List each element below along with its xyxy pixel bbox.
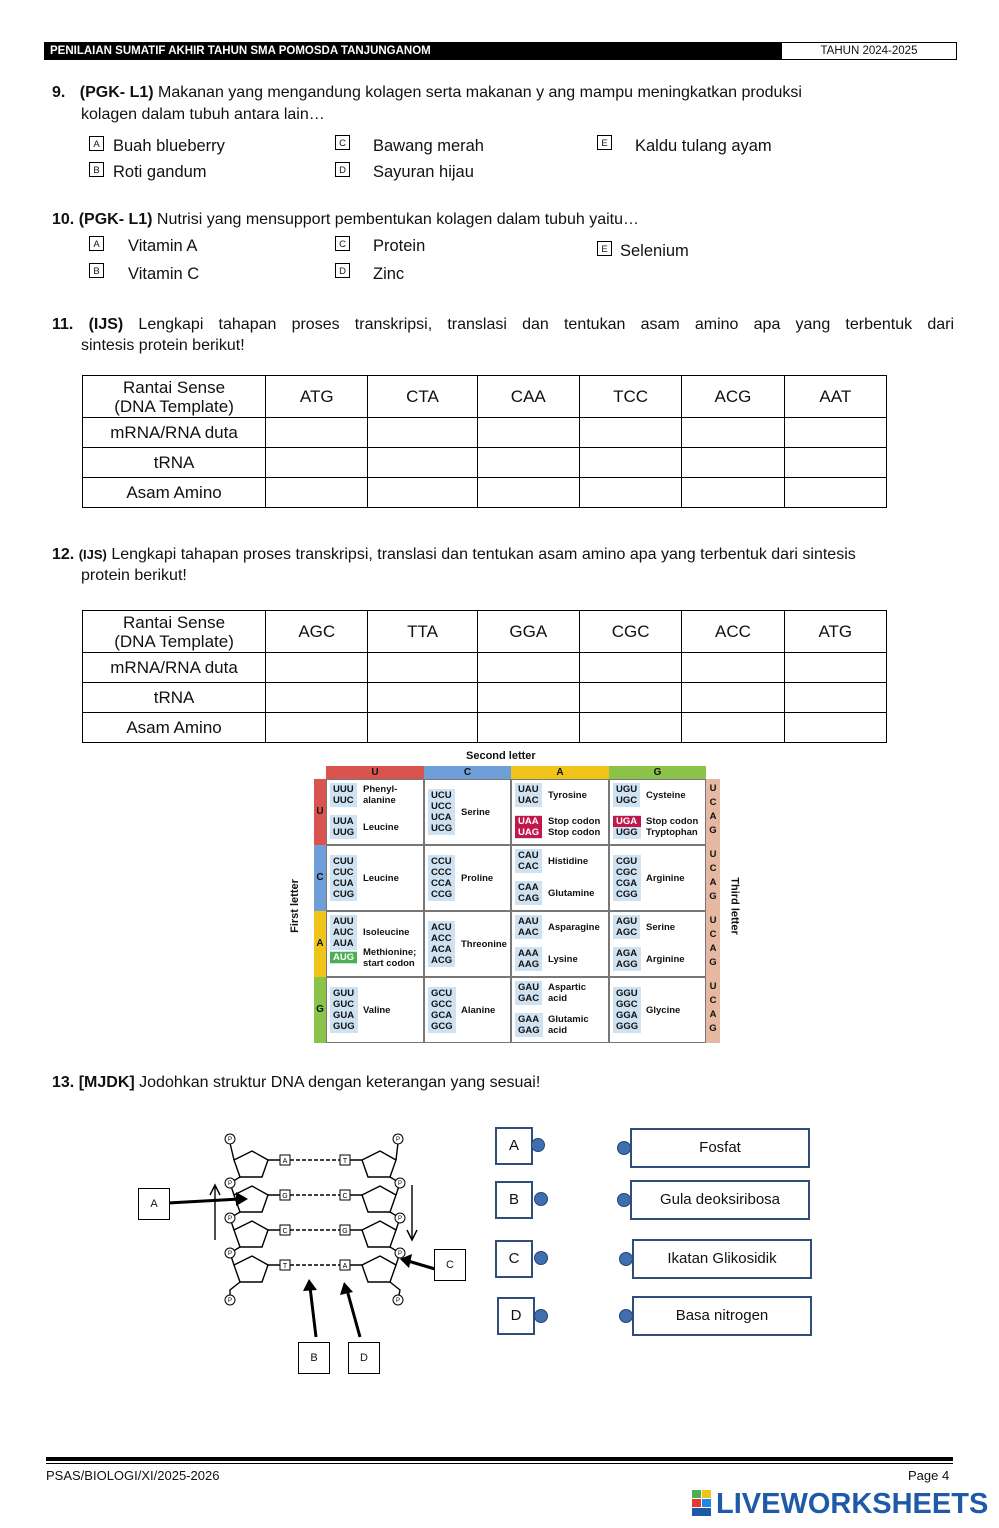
amino-acid: Serine (461, 806, 491, 818)
q11-label-template: (DNA Template) (114, 396, 234, 416)
codon: UAG (515, 827, 542, 838)
codon-third-letter: C (709, 863, 717, 874)
phosphate-label: P (397, 1181, 403, 1187)
q10-option-d: Zinc (373, 265, 405, 283)
sugar-pentagon (362, 1186, 396, 1212)
q12-trna-input[interactable] (368, 683, 477, 713)
codon-list (515, 915, 542, 939)
q12-trna-input[interactable] (266, 683, 368, 713)
codon: AAC (518, 927, 539, 938)
q13-text: Jodohkan struktur DNA dengan keterangan yang sesuai! (134, 1074, 541, 1091)
codon-third-letter: G (709, 891, 717, 902)
q10-option-c-box[interactable]: C (335, 236, 350, 251)
q9-text-line2: kolagen dalam tubuh antara lain… (81, 106, 325, 123)
codon: CAC (518, 861, 539, 872)
codon-list (613, 947, 641, 971)
q12-mrna-input[interactable] (682, 653, 784, 683)
diagram-label-b: B (298, 1342, 330, 1374)
q10-option-a-box[interactable]: A (89, 236, 104, 251)
amino-acid: Arginine (646, 953, 685, 965)
dna-base-right: G (342, 1228, 348, 1235)
q12-codon-1: AGC (266, 611, 368, 653)
q11-amino-input[interactable] (682, 478, 784, 508)
dna-base-left: T (282, 1263, 288, 1270)
q9-tag: (PGK- L1) (79, 84, 154, 101)
q11-trna-input[interactable] (682, 448, 784, 478)
codon: AAG (518, 959, 540, 970)
amino-acid: Threonine (461, 938, 507, 950)
match-left-c: C (495, 1240, 533, 1278)
q11-text-line2: sintesis protein berikut! (81, 337, 245, 354)
codon: ACC (431, 933, 452, 944)
q12-trna-input[interactable] (477, 683, 579, 713)
q9-option-e: Kaldu tulang ayam (635, 137, 772, 155)
q9-option-a-box[interactable]: A (89, 136, 104, 151)
q12-amino-input[interactable] (784, 713, 886, 743)
codon-third-letter: G (709, 1023, 717, 1034)
codon-list (613, 915, 640, 939)
q9-option-a: Buah blueberry (113, 137, 225, 155)
amino-acid: Isoleucine (363, 927, 410, 938)
q11-label-amino: Asam Amino (83, 478, 266, 508)
codon: ACG (431, 955, 453, 966)
q11-codon-6: AAT (784, 376, 886, 418)
codon-third-letter: U (709, 981, 717, 992)
q12-mrna-input[interactable] (477, 653, 579, 683)
codon: AUC (333, 927, 354, 938)
match-left-b: B (495, 1181, 533, 1219)
amino-acid: Histidine (548, 855, 589, 867)
q12-label-sense: Rantai Sense (122, 612, 226, 632)
amino-acid: Tyrosine (548, 789, 587, 801)
q11-codon-3: CAA (477, 376, 579, 418)
codon: CAG (518, 893, 540, 904)
codon-list (515, 815, 542, 839)
amino-acid: Leucine (363, 872, 399, 884)
amino-acid: Glutamine (548, 887, 595, 899)
codon: CGC (616, 867, 638, 878)
q11-mrna-input[interactable] (477, 418, 579, 448)
q11-trna-input[interactable] (477, 448, 579, 478)
q12-mrna-input[interactable] (368, 653, 477, 683)
codon-third-letter: C (709, 797, 717, 808)
match-left-a: A (495, 1127, 533, 1165)
codon: UCA (431, 812, 452, 823)
codon: UCU (431, 790, 452, 801)
codon: UAC (518, 795, 539, 806)
amino-acid: Alanine (461, 1004, 496, 1016)
q11-trna-input[interactable] (368, 448, 477, 478)
codon: ACU (431, 922, 452, 933)
q12-mrna-input[interactable] (579, 653, 681, 683)
codon: GCG (431, 1021, 453, 1032)
sugar-pentagon (234, 1256, 268, 1282)
q11-row-header (83, 376, 266, 418)
q12-amino-input[interactable] (682, 713, 784, 743)
q9-option-d-box[interactable]: D (335, 162, 350, 177)
q10-number: 10. (52, 211, 75, 228)
codon: CCA (431, 878, 452, 889)
q11-amino-input[interactable] (477, 478, 579, 508)
codon-first-letter: U (314, 779, 326, 845)
q12-trna-input[interactable] (682, 683, 784, 713)
q11-mrna-input[interactable] (368, 418, 477, 448)
codon-list (330, 951, 357, 964)
codon-list (613, 855, 641, 901)
q12-label-amino: Asam Amino (83, 713, 266, 743)
phosphate-label: P (395, 1137, 401, 1143)
amino-acid: Phenyl- alanine (363, 784, 398, 806)
codon-third-letter: C (709, 929, 717, 940)
match-dot-right-2[interactable] (617, 1193, 631, 1207)
q12-table (82, 610, 887, 743)
codon-list (515, 881, 542, 905)
amino-acid: Cysteine (646, 789, 686, 801)
q12-mrna-input[interactable] (266, 653, 368, 683)
codon: GUU (333, 988, 355, 999)
codon-list (428, 921, 455, 967)
q11-mrna-input[interactable] (784, 418, 886, 448)
amino-acid: Stop codon Tryptophan (646, 816, 699, 838)
codon: GAA (518, 1014, 540, 1025)
q11-mrna-input[interactable] (579, 418, 681, 448)
liveworksheets-logo-icon (692, 1490, 712, 1516)
q9-option-b: Roti gandum (113, 163, 207, 181)
q11-text-line1: Lengkapi tahapan proses transkripsi, translasi dan tentukan asam amino apa yang terbentuk dari (123, 316, 954, 333)
codon-list (515, 981, 542, 1005)
codon-second-letter: G (609, 766, 706, 779)
codon: UGC (616, 795, 638, 806)
q10-option-b-box[interactable]: B (89, 263, 104, 278)
phosphate-label: P (227, 1251, 233, 1257)
q9-option-c: Bawang merah (373, 137, 484, 155)
codon: AAA (518, 948, 539, 959)
codon: GGC (616, 999, 638, 1010)
q9-option-e-box[interactable]: E (597, 135, 612, 150)
codon-first-letter: G (314, 977, 326, 1043)
codon-list (330, 915, 357, 950)
sugar-pentagon (362, 1256, 396, 1282)
codon-first-letter: C (314, 845, 326, 911)
q11-amino-input[interactable] (784, 478, 886, 508)
codon-third-letter: A (709, 811, 717, 822)
amino-acid: Lysine (548, 953, 578, 965)
q9-text-line1: Makanan yang mengandung kolagen serta makanan y ang mampu meningkatkan produksi (153, 84, 802, 101)
q9-option-b-box[interactable]: B (89, 162, 104, 177)
match-dot-left-b[interactable] (534, 1192, 548, 1206)
q11-trna-input[interactable] (784, 448, 886, 478)
codon-third-letter: A (709, 877, 717, 888)
q11-codon-2: CTA (368, 376, 477, 418)
footer-rule-thin (46, 1463, 953, 1464)
q12-label-template: (DNA Template) (114, 631, 234, 651)
match-right-ikatan: Ikatan Glikosidik (632, 1239, 812, 1279)
codon-list (428, 987, 456, 1033)
q13-number: 13. (52, 1074, 75, 1091)
codon: CAU (518, 850, 539, 861)
codon-first-letter: A (314, 911, 326, 977)
q11-label-trna: tRNA (83, 448, 266, 478)
amino-acid: Glutamic acid (548, 1014, 589, 1036)
codon: GGA (616, 1010, 638, 1021)
q12-number: 12. (52, 546, 75, 563)
q11-amino-input[interactable] (368, 478, 477, 508)
dna-base-left: C (282, 1228, 288, 1235)
q10-option-d-box[interactable]: D (335, 263, 350, 278)
amino-acid: Aspartic acid (548, 982, 587, 1004)
match-dot-left-d[interactable] (534, 1309, 548, 1323)
amino-acid: Arginine (646, 872, 685, 884)
dna-base-left: A (282, 1158, 288, 1165)
match-dot-left-c[interactable] (534, 1251, 548, 1265)
dna-base-left: G (282, 1193, 288, 1200)
codon-list (515, 849, 542, 873)
match-dot-right-1[interactable] (617, 1141, 631, 1155)
phosphate-label: P (227, 1137, 233, 1143)
codon-third-letter: A (709, 943, 717, 954)
codon: UUA (333, 816, 354, 827)
codon-second-letter: C (424, 766, 511, 779)
codon: CAA (518, 882, 539, 893)
codon-list (330, 855, 357, 901)
q12-label-trna: tRNA (83, 683, 266, 713)
q11-mrna-input[interactable] (682, 418, 784, 448)
phosphate-label: P (397, 1216, 403, 1222)
q10-tag: (PGK- L1) (78, 211, 153, 228)
match-dot-right-3[interactable] (619, 1252, 633, 1266)
codon: CUA (333, 878, 354, 889)
footer-code: PSAS/BIOLOGI/XI/2025-2026 (46, 1468, 220, 1483)
phosphate-label: P (227, 1216, 233, 1222)
codon: AUG (330, 952, 357, 963)
footer-page: Page 4 (908, 1468, 950, 1483)
codon: UCG (431, 823, 453, 834)
phosphate-label: P (227, 1298, 233, 1304)
codon: UCC (431, 801, 452, 812)
q10-option-a: Vitamin A (128, 237, 198, 255)
q12-row-header (83, 611, 266, 653)
codon: UUC (333, 795, 354, 806)
amino-acid: Valine (363, 1004, 391, 1016)
diagram-label-a: A (138, 1188, 170, 1220)
q11-trna-input[interactable] (266, 448, 368, 478)
dna-base-right: A (342, 1263, 348, 1270)
exam-year: TAHUN 2024-2025 (781, 42, 957, 60)
codon-list (428, 789, 455, 835)
q12-mrna-input[interactable] (784, 653, 886, 683)
diagram-label-c: C (434, 1249, 466, 1281)
match-dot-left-a[interactable] (531, 1138, 545, 1152)
codon: GCA (431, 1010, 453, 1021)
q12-label-mrna: mRNA/RNA duta (83, 653, 266, 683)
codon-list (330, 987, 358, 1033)
codon-third-letter: G (709, 825, 717, 836)
codon-first-letter-title: First letter (288, 879, 301, 933)
q12-amino-input[interactable] (368, 713, 477, 743)
sugar-pentagon (362, 1151, 396, 1177)
q12-tag: (IJS) (78, 547, 107, 562)
codon: AGG (616, 959, 638, 970)
codon: CUC (333, 867, 354, 878)
q11-amino-input[interactable] (266, 478, 368, 508)
q9-option-d: Sayuran hijau (373, 163, 474, 181)
codon: UAU (518, 784, 539, 795)
q12-codon-2: TTA (368, 611, 477, 653)
codon-second-letter: A (511, 766, 609, 779)
liveworksheets-brand: LIVEWORKSHEETS (716, 1488, 989, 1520)
codon: CCG (431, 889, 453, 900)
codon: GCU (431, 988, 453, 999)
q11-mrna-input[interactable] (266, 418, 368, 448)
q12-codon-4: CGC (579, 611, 681, 653)
codon-list (515, 783, 542, 807)
phosphate-label: P (397, 1251, 403, 1257)
codon: GUG (333, 1021, 355, 1032)
match-right-basa: Basa nitrogen (632, 1296, 812, 1336)
exam-title: PENILAIAN SUMATIF AKHIR TAHUN SMA POMOSDA TANJUNGANOM (44, 42, 781, 60)
codon: GGG (616, 1021, 639, 1032)
codon: CGU (616, 856, 638, 867)
amino-acid: Glycine (646, 1004, 681, 1016)
q11-trna-input[interactable] (579, 448, 681, 478)
q12-question (52, 544, 856, 565)
codon: CGG (616, 889, 638, 900)
q11-codon-1: ATG (266, 376, 368, 418)
codon: AAU (518, 916, 539, 927)
q11-number: 11. (52, 316, 74, 333)
q11-label-mrna: mRNA/RNA duta (83, 418, 266, 448)
match-right-gula: Gula deoksiribosa (630, 1180, 810, 1220)
q12-codon-5: ACC (682, 611, 784, 653)
q11-codon-4: TCC (579, 376, 681, 418)
codon-list (613, 987, 641, 1033)
q13-tag: [MJDK] (78, 1074, 135, 1091)
amino-acid: Proline (461, 872, 494, 884)
q10-question (52, 209, 639, 230)
codon: UUU (333, 784, 354, 795)
codon: GUC (333, 999, 355, 1010)
q10-option-c: Protein (373, 237, 426, 255)
sugar-pentagon (234, 1151, 268, 1177)
codon-list (515, 947, 542, 971)
q12-amino-input[interactable] (266, 713, 368, 743)
q11-tag: (IJS) (88, 316, 124, 333)
codon-table-chart (288, 750, 741, 1042)
codon: GCC (431, 999, 453, 1010)
codon: GAC (518, 993, 540, 1004)
codon-list (613, 783, 640, 807)
codon: GUA (333, 1010, 355, 1021)
codon: UGG (616, 827, 638, 838)
amino-acid: Methionine; start codon (363, 946, 417, 969)
codon-second-letter-title: Second letter (466, 750, 536, 762)
codon-third-letter: U (709, 849, 717, 860)
amino-acid: Asparagine (548, 921, 600, 933)
codon: AUU (333, 916, 354, 927)
sugar-pentagon (362, 1221, 396, 1247)
match-left-d: D (497, 1297, 535, 1335)
codon: CCU (431, 856, 452, 867)
amino-acid: Stop codon Stop codon (548, 816, 601, 838)
codon-list (428, 855, 455, 901)
sugar-pentagon (234, 1221, 268, 1247)
codon: ACA (431, 944, 452, 955)
codon: CGA (616, 878, 638, 889)
q11-label-sense: Rantai Sense (123, 377, 226, 397)
codon: GAG (518, 1025, 540, 1036)
q12-text-line1: Lengkapi tahapan proses transkripsi, translasi dan tentukan asam amino apa yang terbentuk dari sintesis (106, 546, 856, 563)
codon: GGU (616, 988, 638, 999)
q11-question (52, 314, 954, 335)
q12-trna-input[interactable] (579, 683, 681, 713)
q9-question (52, 82, 802, 103)
codon-third-letter-title: Third letter (728, 877, 741, 935)
q13-question (52, 1072, 540, 1093)
phosphate-label: P (227, 1181, 233, 1187)
q9-number: 9. (52, 84, 66, 101)
codon-list (330, 815, 357, 839)
q10-option-e: Selenium (620, 242, 689, 260)
codon: GAU (518, 982, 540, 993)
codon-third-letter: U (709, 915, 717, 926)
q11-codon-5: ACG (682, 376, 784, 418)
q12-amino-input[interactable] (579, 713, 681, 743)
dna-base-right: C (342, 1193, 348, 1200)
codon: UGA (613, 816, 641, 827)
footer-rule (46, 1457, 953, 1461)
q10-option-e-box[interactable]: E (597, 241, 612, 256)
q12-trna-input[interactable] (784, 683, 886, 713)
phosphate-label: P (395, 1298, 401, 1304)
q11-table (82, 375, 887, 508)
codon-list (330, 783, 357, 807)
q10-text: Nutrisi yang mensupport pembentukan kolagen dalam tubuh yaitu… (152, 211, 639, 228)
codon-third-letter: C (709, 995, 717, 1006)
codon: UUG (333, 827, 355, 838)
codon: AGU (616, 916, 638, 927)
amino-acid: Leucine (363, 821, 399, 833)
codon-list (515, 1013, 543, 1037)
codon-third-letter: A (709, 1009, 717, 1020)
match-dot-right-4[interactable] (619, 1309, 633, 1323)
codon-list (613, 815, 641, 839)
match-right-fosfat: Fosfat (630, 1128, 810, 1168)
codon-second-letter: U (326, 766, 424, 779)
codon-third-letter: G (709, 957, 717, 968)
codon: AGA (616, 948, 638, 959)
codon: UAA (515, 816, 542, 827)
codon: CUG (333, 889, 355, 900)
codon: CUU (333, 856, 354, 867)
q9-option-c-box[interactable]: C (335, 135, 350, 150)
codon: CCC (431, 867, 452, 878)
amino-acid: Serine (646, 921, 676, 933)
codon: AGC (616, 927, 638, 938)
q12-amino-input[interactable] (477, 713, 579, 743)
q12-codon-3: GGA (477, 611, 579, 653)
codon: AUA (333, 938, 354, 949)
q12-codon-6: ATG (784, 611, 886, 653)
q12-text-line2: protein berikut! (81, 567, 187, 584)
dna-base-right: T (342, 1158, 348, 1165)
q11-amino-input[interactable] (579, 478, 681, 508)
diagram-label-d: D (348, 1342, 380, 1374)
codon-third-letter: U (709, 783, 717, 794)
codon: UGU (616, 784, 638, 795)
q10-option-b: Vitamin C (128, 265, 200, 283)
